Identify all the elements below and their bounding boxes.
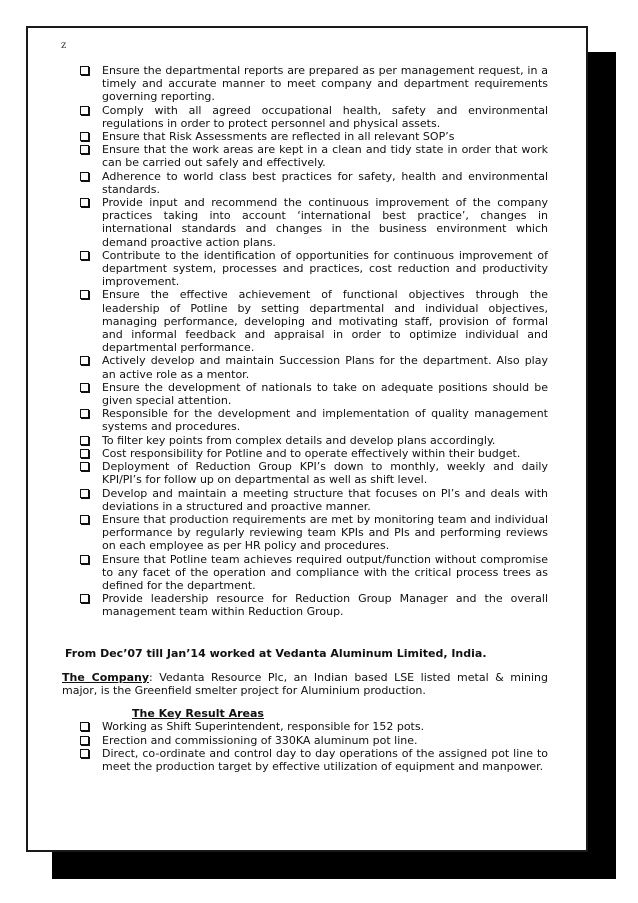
list-item-text: Comply with all agreed occupational health, safety and environmental regulations in order to protect personnel and physical assets. (102, 103, 548, 130)
list-item-text: Working as Shift Superintendent, responsible for 152 pots. (102, 720, 425, 734)
key-result-areas-title: The Key Result Areas (132, 707, 264, 721)
list-item (62, 381, 548, 407)
list-item-text: Contribute to the identification of opportunities for continuous improvement of department system, processes and practices, cost reduction and productivity improvement. (102, 248, 548, 289)
page-marker: z (61, 40, 67, 51)
responsibilities-list (62, 64, 548, 619)
checkbox-bullet-icon (80, 290, 89, 299)
list-item-text: Provide leadership resource for Reduction Group Manager and the overall management team within Reduction Group. (102, 592, 548, 619)
checkbox-bullet-icon (80, 132, 89, 141)
checkbox-bullet-icon (80, 145, 89, 154)
list-item (62, 249, 548, 289)
list-item-text: Ensure the effective achievement of functional objectives through the leadership of Potline by setting departmental and individual objectives, managing performance, developing and motivating staff, provision of formal and informal feedback and appraisal in order to optimize individual and departmental performance. (102, 288, 548, 355)
checkbox-bullet-icon (80, 172, 89, 181)
list-item (62, 553, 548, 593)
employment-heading: From Dec’07 till Jan’14 worked at Vedanta Aluminum Limited, India. (65, 646, 487, 660)
page-shadow-right (586, 52, 616, 879)
list-item-text: Ensure that the work areas are kept in a clean and tidy state in order that work can be carried out safely and effectively. (102, 143, 548, 170)
checkbox-bullet-icon (80, 436, 89, 445)
list-item (62, 288, 548, 354)
checkbox-bullet-icon (80, 356, 89, 365)
list-item (62, 130, 548, 143)
page-shadow-bottom (52, 850, 616, 879)
list-item-text: Responsible for the development and implementation of quality management systems and procedures. (102, 407, 548, 434)
list-item (62, 143, 548, 169)
list-item-text: Actively develop and maintain Succession Plans for the department. Also play an active role as a mentor. (102, 354, 548, 381)
list-item (62, 720, 548, 733)
checkbox-bullet-icon (80, 555, 89, 564)
list-item-text: Deployment of Reduction Group KPI’s down to monthly, weekly and daily KPI/PI’s for follow up on departmental as well as shift level. (102, 460, 548, 487)
checkbox-bullet-icon (80, 722, 89, 731)
document-content (62, 64, 548, 773)
list-item-text: Ensure that Risk Assessments are reflected in all relevant SOP’s (102, 130, 455, 144)
checkbox-bullet-icon (80, 383, 89, 392)
checkbox-bullet-icon (80, 749, 89, 758)
key-result-areas-list (62, 720, 548, 773)
list-item-text: Ensure the departmental reports are prepared as per management request, in a timely and accurate manner to meet company and department requirements governing reporting. (102, 64, 548, 104)
checkbox-bullet-icon (80, 66, 89, 75)
list-item (62, 592, 548, 618)
list-item (62, 487, 548, 513)
company-paragraph (62, 671, 548, 697)
checkbox-bullet-icon (80, 489, 89, 498)
checkbox-bullet-icon (80, 736, 89, 745)
list-item (62, 747, 548, 773)
list-item-text: Erection and commissioning of 330KA aluminum pot line. (102, 733, 418, 747)
checkbox-bullet-icon (80, 198, 89, 207)
list-item (62, 447, 548, 460)
list-item-text: Direct, co-ordinate and control day to day operations of the assigned pot line to meet the production target by effective utilization of equipment and manpower. (102, 746, 548, 773)
company-label: The Company (62, 670, 150, 684)
checkbox-bullet-icon (80, 251, 89, 260)
company-description: : Vedanta Resource Plc, an Indian based LSE listed metal & mining major, is the Greenfield smelter project for Aluminium production. (62, 670, 548, 697)
list-item-text: Cost responsibility for Potline and to operate effectively within their budget. (102, 446, 521, 460)
list-item (62, 460, 548, 486)
list-item (62, 734, 548, 747)
checkbox-bullet-icon (80, 515, 89, 524)
list-item (62, 104, 548, 130)
list-item-text: Develop and maintain a meeting structure that focuses on PI’s and deals with deviations in a structured and proactive manner. (102, 486, 548, 513)
list-item-text: Ensure the development of nationals to take on adequate positions should be given special attention. (102, 380, 548, 408)
list-item-text: Provide input and recommend the continuous improvement of the company practices taking into account ‘international best practice’, changes in international standards and changes in the business environment which demand proactive action plans. (102, 196, 548, 249)
list-item (62, 170, 548, 196)
list-item (62, 513, 548, 553)
list-item (62, 196, 548, 249)
checkbox-bullet-icon (80, 409, 89, 418)
list-item (62, 354, 548, 380)
checkbox-bullet-icon (80, 449, 89, 458)
list-item (62, 64, 548, 104)
checkbox-bullet-icon (80, 462, 89, 471)
list-item-text: Adherence to world class best practices for safety, health and environmental standards. (102, 169, 548, 196)
checkbox-bullet-icon (80, 594, 89, 603)
list-item (62, 434, 548, 447)
checkbox-bullet-icon (80, 106, 89, 115)
list-item-text: Ensure that Potline team achieves required output/function without compromise to any facet of the operation and compliance with the critical process trees as defined for the department. (102, 552, 548, 592)
list-item (62, 407, 548, 433)
list-item-text: To filter key points from complex details and develop plans accordingly. (102, 433, 496, 447)
list-item-text: Ensure that production requirements are met by monitoring team and individual performance by regularly reviewing team KPIs and PIs and performing reviews on each employee as per HR policy and procedures. (102, 512, 548, 553)
